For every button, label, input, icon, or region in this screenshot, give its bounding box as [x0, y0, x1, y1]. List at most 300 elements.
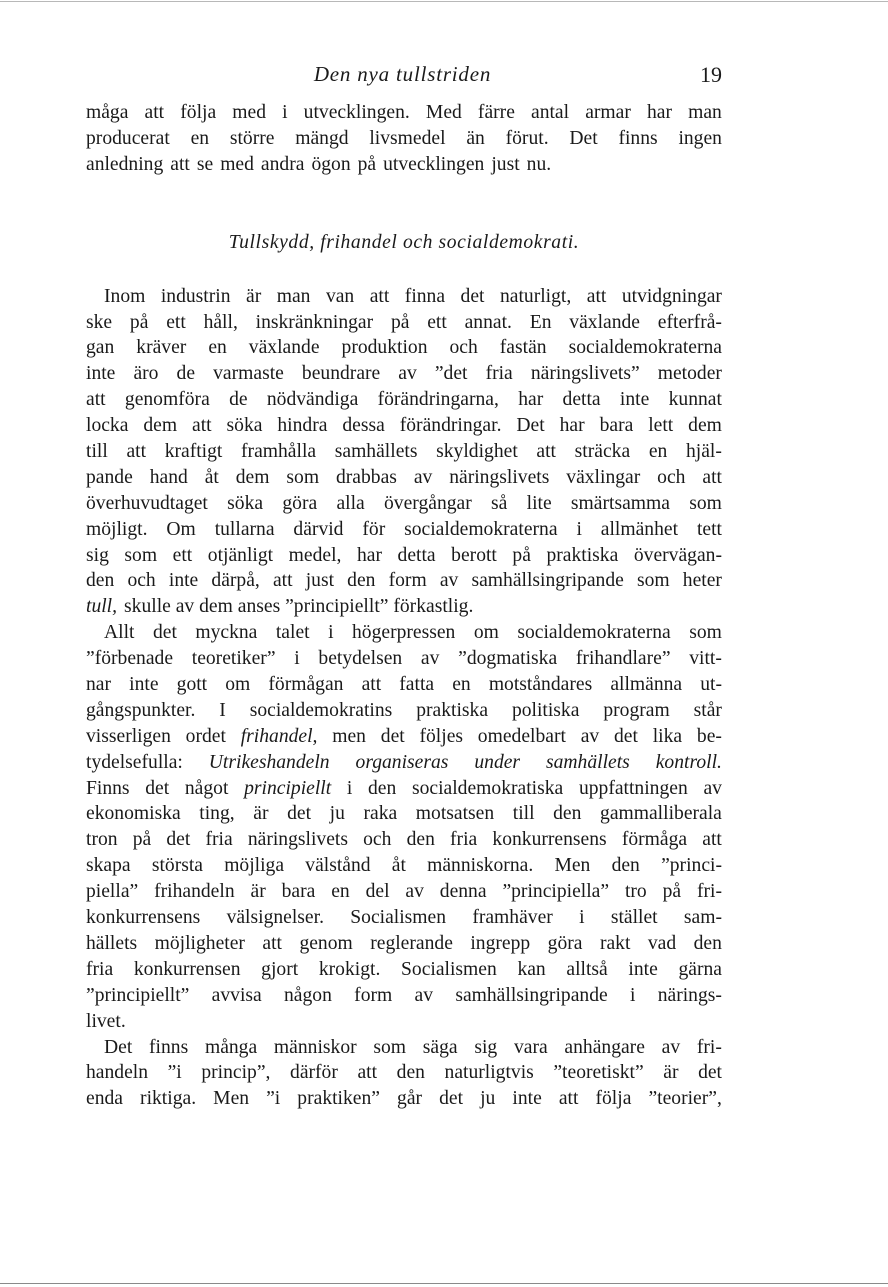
word: alla [336, 492, 365, 514]
word: växlande [569, 311, 641, 333]
text-line [86, 724, 722, 750]
word: drabbas [335, 466, 397, 488]
word: att [272, 570, 293, 592]
word: nar [86, 674, 112, 696]
text-line [86, 1060, 722, 1086]
text-line [86, 1035, 722, 1061]
word: att [586, 285, 607, 307]
word: på [129, 311, 149, 333]
word: socialdemokraterna [404, 518, 558, 540]
word: framhålla [241, 441, 317, 463]
word: efterfrå- [657, 311, 722, 333]
word: form [354, 984, 393, 1006]
text-line [86, 1086, 722, 1112]
word: genom [299, 932, 353, 954]
text-run: skulle av dem anses ”principiellt” förkastlig. [124, 596, 474, 618]
word: ”i [167, 1062, 182, 1084]
word: se [196, 153, 214, 175]
word: ett [427, 311, 447, 333]
word: göra [547, 932, 583, 954]
word: på [357, 153, 377, 175]
word: van [325, 285, 355, 307]
word: det [698, 1062, 722, 1084]
text-line [86, 465, 722, 491]
word: en [331, 881, 350, 903]
word: uppfattningen [578, 777, 688, 799]
word: ting, [199, 803, 235, 825]
word: fria [450, 829, 478, 851]
word: möjliga [224, 855, 285, 877]
word: kan [517, 958, 546, 980]
text-line [86, 983, 722, 1009]
paragraph-theorists [86, 620, 722, 1034]
word: dem [235, 466, 270, 488]
word: fatta [399, 674, 435, 696]
word: i [579, 907, 585, 929]
word: hjäl- [685, 441, 722, 463]
word: att [262, 932, 282, 954]
word: konkurrensens [86, 907, 201, 929]
word: är [253, 803, 269, 825]
word: socialdemokratins [249, 699, 393, 721]
word: färre [477, 102, 515, 123]
word: som [689, 622, 722, 644]
word: har [518, 389, 544, 411]
word: som [373, 1036, 407, 1058]
word: Socialismen [350, 907, 447, 929]
word: att [126, 441, 147, 463]
word: av [580, 725, 600, 747]
word: ett [166, 311, 186, 333]
word: människor [273, 1036, 357, 1058]
word: står [693, 699, 722, 721]
word: är [663, 1062, 679, 1084]
word: i [346, 777, 353, 799]
word: av [439, 570, 459, 592]
paragraph-principle [86, 1035, 722, 1113]
word: växlingar [566, 466, 641, 488]
word: en [452, 674, 471, 696]
word: Utrikeshandeln [208, 751, 330, 773]
word: de [229, 389, 248, 411]
word: omedelbart [477, 725, 566, 747]
word: som [689, 492, 722, 514]
word: möjligheter [154, 932, 245, 954]
word: krokigt. [318, 958, 381, 980]
word: metoder [657, 363, 722, 385]
word: pande [86, 466, 133, 488]
word: göra [282, 492, 318, 514]
word: är [250, 881, 266, 903]
text-line [86, 620, 722, 646]
word: det [287, 803, 312, 825]
word: därpå, [211, 570, 260, 592]
word: vad [647, 932, 677, 954]
word: så [491, 492, 508, 514]
word: följa [595, 1088, 632, 1110]
word: Inom [104, 285, 146, 307]
word: berott [451, 544, 497, 566]
word: att [702, 466, 722, 488]
word: genomföra [124, 389, 210, 411]
word: en [208, 337, 227, 359]
word: av [398, 363, 417, 385]
word: åt [204, 466, 219, 488]
word: politiska [511, 699, 580, 721]
text-line [86, 517, 722, 543]
word: finns [618, 127, 658, 149]
word: gammalliberala [600, 803, 722, 825]
word: den [553, 803, 582, 825]
word: Finns [86, 777, 130, 799]
word: bara [281, 881, 316, 903]
word: övervägan- [633, 544, 722, 566]
word: riktiga. [140, 1088, 197, 1110]
word: produktion [341, 337, 428, 359]
word: vara [513, 1036, 548, 1058]
word: den [347, 570, 376, 592]
body-text [86, 100, 722, 1112]
word: förändringarna, [377, 389, 499, 411]
word: hindra [277, 415, 328, 437]
word: söka [227, 492, 264, 514]
word: form [388, 570, 427, 592]
word: på [132, 829, 152, 851]
word: Det [569, 127, 598, 149]
word: Men [554, 855, 591, 877]
word: förmåga [621, 829, 688, 851]
text-line [86, 931, 722, 957]
word: människorna. [427, 855, 534, 877]
word: kraftigt [164, 441, 223, 463]
word: en [190, 127, 210, 149]
word: ”i [266, 1088, 281, 1110]
word: armar [585, 102, 631, 123]
text-line [86, 335, 722, 361]
word: ingrepp [470, 932, 531, 954]
word: det [614, 725, 638, 747]
word: inte [619, 389, 650, 411]
word: om [473, 622, 499, 644]
word: måga [86, 102, 129, 123]
word: annat. [464, 311, 512, 333]
word: har [646, 102, 673, 123]
page-bottom-edge [0, 1283, 888, 1284]
word: praktiska [416, 699, 489, 721]
word: otjänligt [207, 544, 274, 566]
word: avvisa [211, 984, 262, 1006]
text-line [86, 853, 722, 879]
word: den [86, 570, 115, 592]
word: detta [562, 389, 601, 411]
word: heter [682, 570, 722, 592]
word: naturligt, [499, 285, 572, 307]
word: större [229, 127, 275, 149]
text-line [86, 594, 722, 620]
word: följes [419, 725, 464, 747]
word: frihandeln [154, 881, 235, 903]
word: finns [149, 1036, 189, 1058]
text-line [86, 491, 722, 517]
word: är [246, 285, 262, 307]
word: i [576, 518, 582, 540]
word: i [282, 102, 288, 123]
word: lite [526, 492, 552, 514]
word: därvid [293, 518, 344, 540]
word: Socialismen [401, 958, 497, 980]
word: tett [696, 518, 722, 540]
word: på [390, 311, 410, 333]
word: Med [425, 102, 462, 123]
running-header [80, 62, 725, 92]
page-top-edge [0, 1, 888, 2]
italic-word: principiellt [244, 777, 332, 799]
word: ”princi- [661, 855, 722, 877]
word: gjort [261, 958, 299, 980]
word: förut. [505, 127, 549, 149]
word: det [152, 622, 177, 644]
word: samhällsingripande [471, 570, 624, 592]
word: det [439, 1088, 464, 1110]
word: att [369, 285, 390, 307]
word: producerat [86, 127, 170, 149]
word: utvidgningar [621, 285, 722, 307]
word: vitt- [689, 648, 722, 670]
text-line [86, 310, 722, 336]
word: reglerande [370, 932, 453, 954]
word: ”dogmatiska [458, 648, 558, 670]
word: ”det [434, 363, 468, 385]
word: på [512, 544, 531, 566]
word: frihandlare” [575, 648, 671, 670]
text-line [86, 152, 722, 178]
word: be- [696, 725, 722, 747]
word: många [204, 1036, 258, 1058]
word: tro [624, 881, 647, 903]
word: övergångar [383, 492, 472, 514]
word: samhällsingripande [455, 984, 608, 1006]
word: det [145, 777, 170, 799]
word: att [536, 441, 557, 463]
word: En [529, 311, 552, 333]
word: äro [133, 363, 159, 385]
word: ”förbenade [86, 648, 174, 670]
word: just [305, 570, 335, 592]
word: men [332, 725, 366, 747]
word: Det [104, 1036, 133, 1058]
word: beundrare [301, 363, 381, 385]
word: allmänhet [600, 518, 679, 540]
text-line [86, 801, 722, 827]
text-run: tydelsefulla: [86, 751, 183, 773]
word: fri- [696, 881, 722, 903]
word: för [362, 518, 386, 540]
paragraph-continuation [86, 100, 722, 178]
word: tron [86, 829, 118, 851]
word: lett [648, 415, 674, 437]
word: ordet [185, 725, 226, 747]
word: följa [180, 102, 217, 123]
word: fastän [499, 337, 547, 359]
word: hand [149, 466, 188, 488]
word: talet [275, 622, 310, 644]
word: därför [290, 1062, 338, 1084]
text-line [86, 827, 722, 853]
word: överhuvudtaget [86, 492, 208, 514]
word: av [405, 881, 424, 903]
word: har [356, 544, 382, 566]
word: sträcka [574, 441, 631, 463]
word: näringslivets [247, 829, 348, 851]
text-line [86, 646, 722, 672]
word: växlande [248, 337, 320, 359]
word: det [166, 829, 191, 851]
word: närings- [657, 984, 722, 1006]
word: betydelsen [318, 648, 403, 670]
word: går [397, 1088, 423, 1110]
word: har [559, 415, 585, 437]
word: konkurrensens [492, 829, 607, 851]
text-line [86, 439, 722, 465]
word: söka [226, 415, 263, 437]
word: hällets [86, 932, 138, 954]
word: socialdemokraterna [517, 622, 671, 644]
word: mängd [295, 127, 349, 149]
word: och [363, 829, 392, 851]
word: utvecklingen. [303, 102, 410, 123]
word: gärna [678, 958, 722, 980]
word: framhäver [472, 907, 553, 929]
word: sig [474, 1036, 498, 1058]
word: i [629, 984, 636, 1006]
word: största [151, 855, 203, 877]
word: av [413, 466, 433, 488]
word: socialdemokratiska [411, 777, 564, 799]
word: Men [213, 1088, 250, 1110]
text-line [86, 568, 722, 594]
word: I [219, 699, 226, 721]
word: det [380, 725, 405, 747]
word: princip”, [201, 1062, 271, 1084]
word: den [693, 932, 722, 954]
word: man [688, 102, 722, 123]
word: av [661, 1036, 681, 1058]
word: teoretiker” [191, 648, 276, 670]
word: av [414, 984, 434, 1006]
word: att [558, 1088, 579, 1110]
word: samhällets [334, 441, 418, 463]
word: nu. [526, 153, 552, 175]
word: praktiska [546, 544, 619, 566]
text-line [86, 750, 722, 776]
word: Om [166, 518, 196, 540]
word: inte [628, 958, 658, 980]
word: kunnat [668, 389, 722, 411]
word: håll, [203, 311, 238, 333]
word: skyldighet [436, 441, 518, 463]
word: denna [439, 881, 487, 903]
text-line [86, 905, 722, 931]
word: visserligen [86, 725, 171, 747]
text-line [86, 284, 722, 310]
text-line [86, 672, 722, 698]
word: om [225, 674, 251, 696]
paragraph-industry [86, 284, 722, 621]
word: alltså [566, 958, 608, 980]
word: och [657, 466, 686, 488]
italic-word: tull, [86, 596, 118, 618]
text-line [86, 543, 722, 569]
word: möjligt. [86, 518, 148, 540]
word: än [466, 127, 485, 149]
word: fria [485, 363, 513, 385]
word: dessa [342, 415, 385, 437]
word: utvecklingen [383, 153, 485, 175]
word: förändringar. [399, 415, 502, 437]
word: inte [129, 674, 159, 696]
word: program [603, 699, 670, 721]
word: locka [86, 415, 129, 437]
word: fria [86, 958, 114, 980]
word: andra [260, 153, 305, 175]
word: medel, [288, 544, 342, 566]
word: en [648, 441, 668, 463]
word: den [396, 1062, 425, 1084]
text-line [86, 126, 722, 152]
word: och [127, 570, 156, 592]
word: motståndares [488, 674, 593, 696]
word: skapa [86, 855, 131, 877]
word: att [192, 415, 212, 437]
word: fri- [696, 1036, 722, 1058]
word: ”teorier”, [648, 1088, 722, 1110]
word: finna [404, 285, 446, 307]
word: gott [176, 674, 208, 696]
word: varmaste [213, 363, 284, 385]
word: motsatsen [415, 803, 495, 825]
word: raka [363, 803, 398, 825]
word: naturligtvis [444, 1062, 534, 1084]
word: just [491, 153, 520, 175]
word: åt [391, 855, 406, 877]
word: i [294, 648, 300, 670]
word: ingen [678, 127, 722, 149]
word: ju [329, 803, 345, 825]
word: ögon [311, 153, 351, 175]
word: livet. [86, 1010, 126, 1032]
word: stället [610, 907, 658, 929]
word: på [662, 881, 682, 903]
word: konkurrensen [133, 958, 241, 980]
word: att [170, 153, 190, 175]
running-title: Den nya tullstriden [313, 62, 492, 86]
word: att [144, 102, 165, 123]
word: kontroll. [655, 751, 722, 773]
text-line [86, 879, 722, 905]
word: den [368, 777, 397, 799]
word: ”teoretiskt” [553, 1062, 644, 1084]
word: tullarna [214, 518, 275, 540]
word: med [232, 102, 266, 123]
word: ske [86, 311, 113, 333]
word: inskränkningar [255, 311, 374, 333]
word: bara [599, 415, 634, 437]
word: dem [688, 415, 722, 437]
word: som [286, 466, 320, 488]
word: industrin [160, 285, 231, 307]
text-line [86, 387, 722, 413]
word: allmänna [610, 674, 683, 696]
